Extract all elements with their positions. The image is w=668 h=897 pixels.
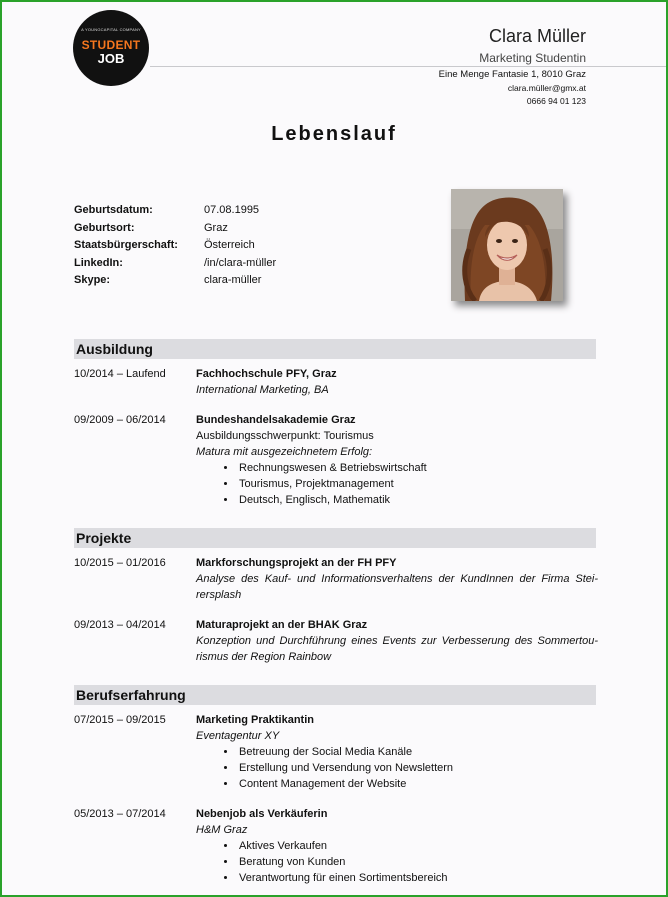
logo-job: JOB xyxy=(97,51,125,66)
portrait-illustration xyxy=(451,189,563,301)
projekt-entry xyxy=(74,555,598,603)
personal-value: Österreich xyxy=(204,239,255,252)
personal-row xyxy=(74,220,276,238)
entry-detail: H&M Graz xyxy=(196,824,248,836)
entry-date: 07/2015 – 09/2015 xyxy=(74,714,166,726)
header-email[interactable]: clara.müller@gmx.at xyxy=(507,83,586,93)
entry-detail: Ausbildungsschwerpunkt: Tourismus xyxy=(196,430,374,442)
section-ausbildung: Ausbildung xyxy=(74,339,596,359)
entry-date: 05/2013 – 07/2014 xyxy=(74,808,166,820)
personal-value[interactable]: /in/clara-müller xyxy=(204,256,277,269)
personal-value: 07.08.1995 xyxy=(204,204,260,216)
entry-body xyxy=(196,806,598,886)
entry-bullets xyxy=(196,838,598,886)
entry-detail: rersplash xyxy=(196,589,242,601)
entry-date: 10/2014 – Laufend xyxy=(74,368,166,380)
header-divider xyxy=(150,66,666,67)
entry-title: Nebenjob als Verkäuferin xyxy=(196,808,328,820)
personal-key: Geburtsdatum: xyxy=(74,204,153,216)
header-name: Clara Müller xyxy=(488,26,586,46)
studentjob-logo[interactable] xyxy=(73,10,149,86)
bullet-item: • Aktives Verkaufen xyxy=(237,838,598,854)
ausbildung-entry xyxy=(74,412,598,508)
entry-detail: rismus der Region Rainbow xyxy=(196,651,332,663)
personal-row xyxy=(74,202,276,220)
personal-row xyxy=(74,272,276,290)
bullet-item: • Rechnungswesen & Betriebswirtschaft xyxy=(237,460,598,476)
bullet-item: • Content Management der Website xyxy=(237,776,598,792)
personal-key: LinkedIn: xyxy=(74,256,123,269)
entry-body xyxy=(196,712,598,792)
bullet-item: • Verantwortung für einen Sortimentsbereich xyxy=(237,870,598,886)
beruf-entry xyxy=(74,806,598,886)
document-title: Lebenslauf xyxy=(271,123,397,145)
logo-tagline: A YOUNGCAPITAL COMPANY xyxy=(81,27,141,32)
entry-title: Bundeshandelsakademie Graz xyxy=(196,414,356,426)
logo-student: STUDENT xyxy=(81,38,141,52)
bullet-item: • Beratung von Kunden xyxy=(237,854,598,870)
entry-detail: International Marketing, BA xyxy=(196,384,329,396)
bullet-item: • Deutsch, Englisch, Mathematik xyxy=(237,492,598,508)
personal-row xyxy=(74,237,276,255)
section-berufserfahrung: Berufserfahrung xyxy=(74,685,596,705)
projekt-entry xyxy=(74,617,598,665)
entry-body xyxy=(196,555,598,603)
personal-data xyxy=(74,202,276,290)
entry-body xyxy=(196,366,598,398)
personal-value: Graz xyxy=(204,221,228,234)
entry-bullets xyxy=(196,460,598,508)
profile-photo xyxy=(451,189,563,301)
bullet-item: • Betreuung der Social Media Kanäle xyxy=(237,744,598,760)
entry-bullets xyxy=(196,744,598,792)
entry-body xyxy=(196,412,598,508)
personal-row xyxy=(74,255,276,273)
personal-key: Geburtsort: xyxy=(74,221,135,234)
entry-title: Maturaprojekt an der BHAK Graz xyxy=(196,619,368,631)
entry-title: Marketing Praktikantin xyxy=(196,714,314,726)
entry-detail: Konzeption und Durchführung eines Events zur Verbesserung des Sommertou- xyxy=(196,635,598,647)
entry-date: 09/2013 – 04/2014 xyxy=(74,619,166,631)
personal-key: Staatsbürgerschaft: xyxy=(74,239,178,252)
header-address: Eine Menge Fantasie 1, 8010 Graz xyxy=(438,69,586,80)
personal-value: clara-müller xyxy=(204,274,262,287)
entry-title: Markforschungsprojekt an der FH PFY xyxy=(196,557,397,569)
bullet-item: • Tourismus, Projektmanagement xyxy=(237,476,598,492)
entry-detail: Eventagentur XY xyxy=(196,730,280,742)
ausbildung-entry xyxy=(74,366,598,398)
entry-date: 09/2009 – 06/2014 xyxy=(74,414,166,426)
bullet-item: • Erstellung und Versendung von Newslettern xyxy=(237,760,598,776)
beruf-entry xyxy=(74,712,598,792)
section-projekte: Projekte xyxy=(74,528,596,548)
entry-detail: Analyse des Kauf- und Informationsverhaltens der KundInnen der Firma Stei- xyxy=(196,573,598,585)
entry-body xyxy=(196,617,598,665)
entry-date: 10/2015 – 01/2016 xyxy=(74,557,166,569)
header-role: Marketing Studentin xyxy=(479,51,586,65)
entry-detail: Matura mit ausgezeichnetem Erfolg: xyxy=(196,446,373,458)
header-phone: 0666 94 01 123 xyxy=(526,96,586,106)
entry-title: Fachhochschule PFY, Graz xyxy=(196,368,337,380)
personal-key: Skype: xyxy=(74,274,111,287)
